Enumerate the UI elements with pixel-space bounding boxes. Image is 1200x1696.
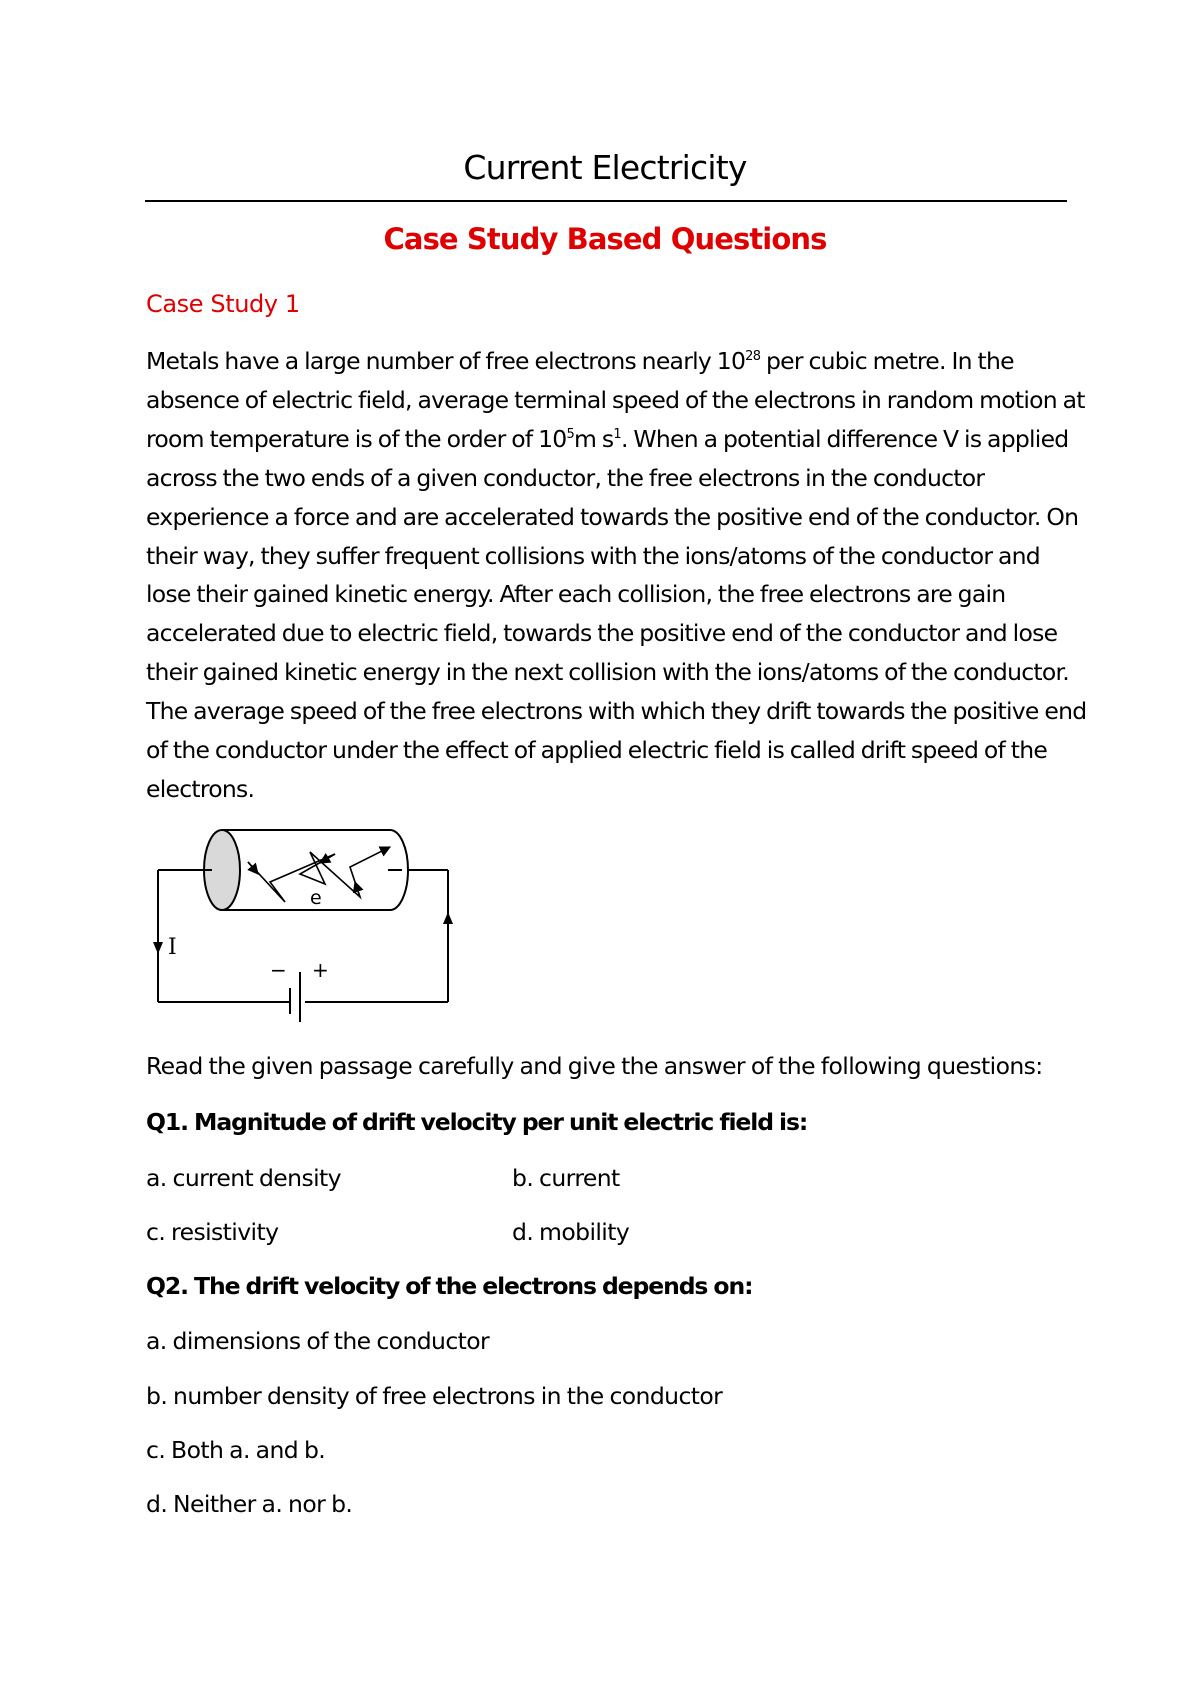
passage-line: experience a force and are accelerated towards the positive end of the conductor. On [146, 502, 1079, 531]
passage-line: absence of electric field, average terminal speed of the electrons in random motion at [146, 385, 1085, 414]
q1-option-c: c. resistivity [146, 1218, 279, 1246]
passage-line [146, 342, 1076, 381]
passage-line [146, 420, 1076, 459]
passage-line: accelerated due to electric field, towards the positive end of the conductor and lose [146, 619, 1058, 648]
passage-line: their gained kinetic energy in the next collision with the ions/atoms of the conductor. [146, 658, 1069, 687]
q1-option-d: d. mobility [512, 1218, 630, 1246]
current-label: I [168, 935, 177, 960]
battery-plus-label: + [312, 958, 329, 982]
question-1: Q1. Magnitude of drift velocity per unit electric field is: [146, 1108, 808, 1136]
case-passage [146, 342, 1087, 809]
superscript: 5 [566, 426, 575, 442]
passage-line: their way, they suffer frequent collisions with the ions/atoms of the conductor and [146, 541, 1040, 570]
q1-option-a: a. current density [146, 1164, 341, 1192]
q2-option-a: a. dimensions of the conductor [146, 1327, 490, 1355]
q1-option-b: b. current [512, 1164, 620, 1192]
passage-text: . When a potential difference V is applied [620, 424, 1069, 453]
section-subtitle: Case Study Based Questions [383, 222, 827, 256]
passage-line: The average speed of the free electrons with which they drift towards the positive end [146, 697, 1087, 726]
passage-line: of the conductor under the effect of applied electric field is called drift speed of the [146, 736, 1048, 765]
instruction-text: Read the given passage carefully and give the answer of the following questions: [146, 1052, 1043, 1080]
current-arrow-down [153, 942, 163, 954]
passage-line: across the two ends of a given conductor, the free electrons in the conductor [146, 463, 985, 492]
q2-option-d: d. Neither a. nor b. [146, 1490, 353, 1518]
battery-minus-label: − [270, 958, 287, 982]
passage-text: room temperature is of the order of 10 [146, 424, 567, 453]
current-arrow-up [443, 912, 453, 924]
drift-circuit-diagram [150, 822, 490, 1032]
electron-label: e [310, 887, 322, 909]
superscript: 1 [613, 426, 621, 442]
q2-option-c: c. Both a. and b. [146, 1436, 326, 1464]
passage-text: per cubic metre. In the [760, 347, 1014, 375]
superscript: 28 [745, 349, 761, 365]
passage-line: lose their gained kinetic energy. After each collision, the free electrons are gain [146, 580, 1006, 609]
page-title: Current Electricity [463, 148, 747, 187]
passage-line: electrons. [146, 774, 255, 803]
case-study-label: Case Study 1 [146, 290, 300, 318]
q2-option-b: b. number density of free electrons in the conductor [146, 1382, 723, 1410]
title-divider [145, 200, 1067, 202]
passage-text: Metals have a large number of free electrons nearly 10 [146, 347, 746, 375]
passage-text: m s [574, 424, 614, 453]
question-2: Q2. The drift velocity of the electrons depends on: [146, 1272, 753, 1300]
